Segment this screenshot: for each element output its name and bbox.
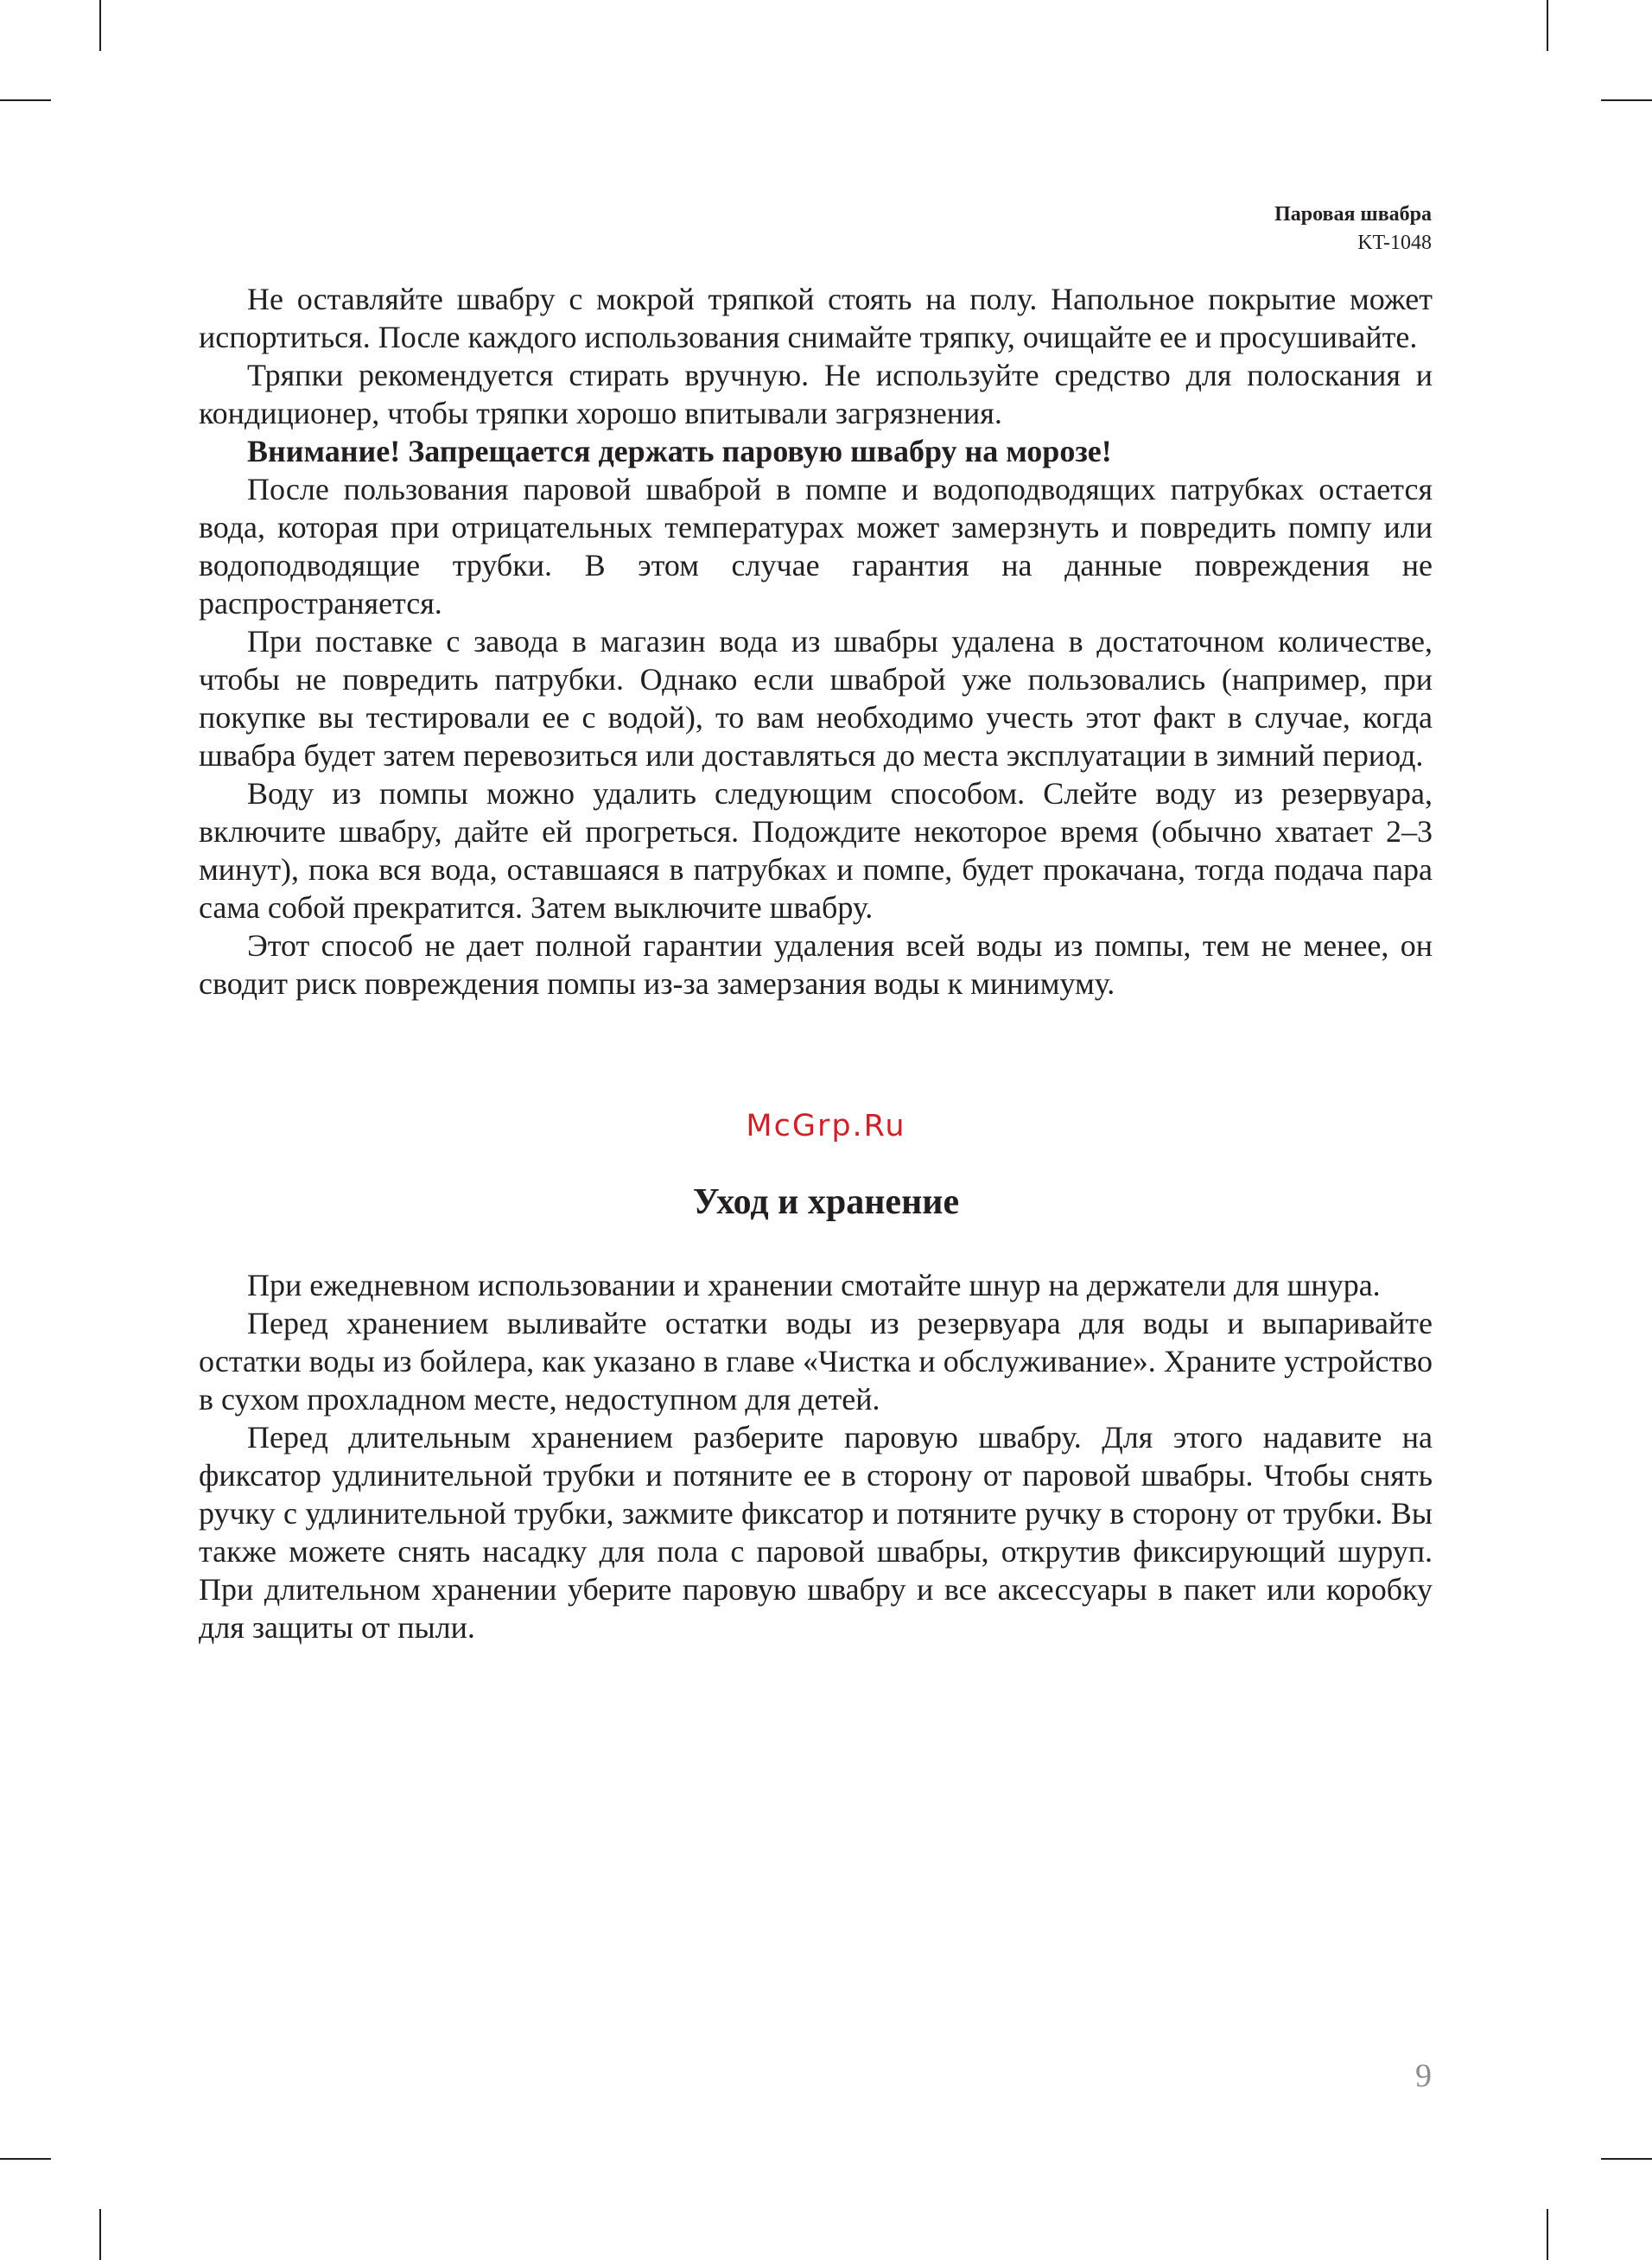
crop-mark	[1601, 2158, 1652, 2160]
paragraph: Этот способ не дает полной гарантии удаления всей воды из помпы, тем не менее, он сводит риск повреждения помпы из-за замерзания воды к минимуму.	[199, 928, 1433, 1001]
paragraph: После пользования паровой шваброй в помпе и водоподводящих патрубках остается вода, которая при отрицательных температурах может замерзнуть и повредить помпу или водоподводящие трубки. В этом случае гарантия на данные повреждения не распространяется.	[199, 472, 1433, 621]
section-title: Уход и хранение	[692, 1182, 960, 1222]
crop-mark	[1547, 2209, 1548, 2260]
crop-mark	[1601, 99, 1652, 101]
paragraph: Не оставляйте швабру с мокрой тряпкой стоять на полу. Напольное покрытие может испортиться. После каждого использования снимайте тряпку, очищайте ее и просушивайте.	[199, 282, 1433, 354]
crop-mark	[0, 2158, 51, 2160]
paragraph: Воду из помпы можно удалить следующим способом. Слейте воду из резервуара, включите швабру, дайте ей прогреться. Подождите некоторое время (обычно хватает 2–3 минут), пока вся вода, оставшаяся в патрубках и помпе, будет прокачана, тогда подача пара сама собой прекратится. Затем выключите швабру.	[199, 776, 1433, 925]
section-frost-warning	[199, 280, 1433, 1003]
header-model: KT-1048	[1357, 232, 1432, 254]
crop-mark	[99, 0, 101, 51]
crop-mark	[0, 99, 51, 101]
running-header	[1274, 201, 1432, 258]
page-number: 9	[1415, 2058, 1432, 2094]
crop-mark	[99, 2209, 101, 2260]
warning-paragraph: Внимание! Запрещается держать паровую швабру на морозе!	[247, 434, 1112, 468]
paragraph: Тряпки рекомендуется стирать вручную. Не используйте средство для полоскания и кондиционер, чтобы тряпки хорошо впитывали загрязнения.	[199, 358, 1433, 430]
paragraph: Перед хранением выливайте остатки воды из резервуара для воды и выпаривайте остатки воды из бойлера, как указано в главе «Чистка и обслуживание». Храните устройство в сухом прохладном месте, недоступном для детей.	[199, 1306, 1433, 1416]
paragraph: При ежедневном использовании и хранении смотайте шнур на держатели для шнура.	[247, 1268, 1381, 1302]
section-care-storage	[199, 1266, 1433, 1646]
watermark: McGrp.Ru	[746, 1109, 906, 1143]
paragraph: При поставке с завода в магазин вода из швабры удалена в достаточном количестве, чтобы не повредить патрубки. Однако если шваброй уже пользовались (например, при покупке вы тестировали ее с водой), то вам необходимо учесть этот факт в случае, когда швабра будет затем перевозиться или доставляться до места эксплуатации в зимний период.	[199, 624, 1433, 773]
header-title: Паровая швабра	[1274, 203, 1432, 226]
crop-mark	[1547, 0, 1548, 51]
paragraph: Перед длительным хранением разберите паровую швабру. Для этого надавите на фиксатор удлинительной трубки и потяните ее в сторону от паровой швабры. Чтобы снять ручку с удлинительной трубки, зажмите фиксатор и потяните ручку в сторону от трубки. Вы также можете снять насадку для пола с паровой швабры, открутив фиксирующий шуруп. При длительном хранении уберите паровую швабру и все аксессуары в пакет или коробку для защиты от пыли.	[199, 1420, 1433, 1645]
